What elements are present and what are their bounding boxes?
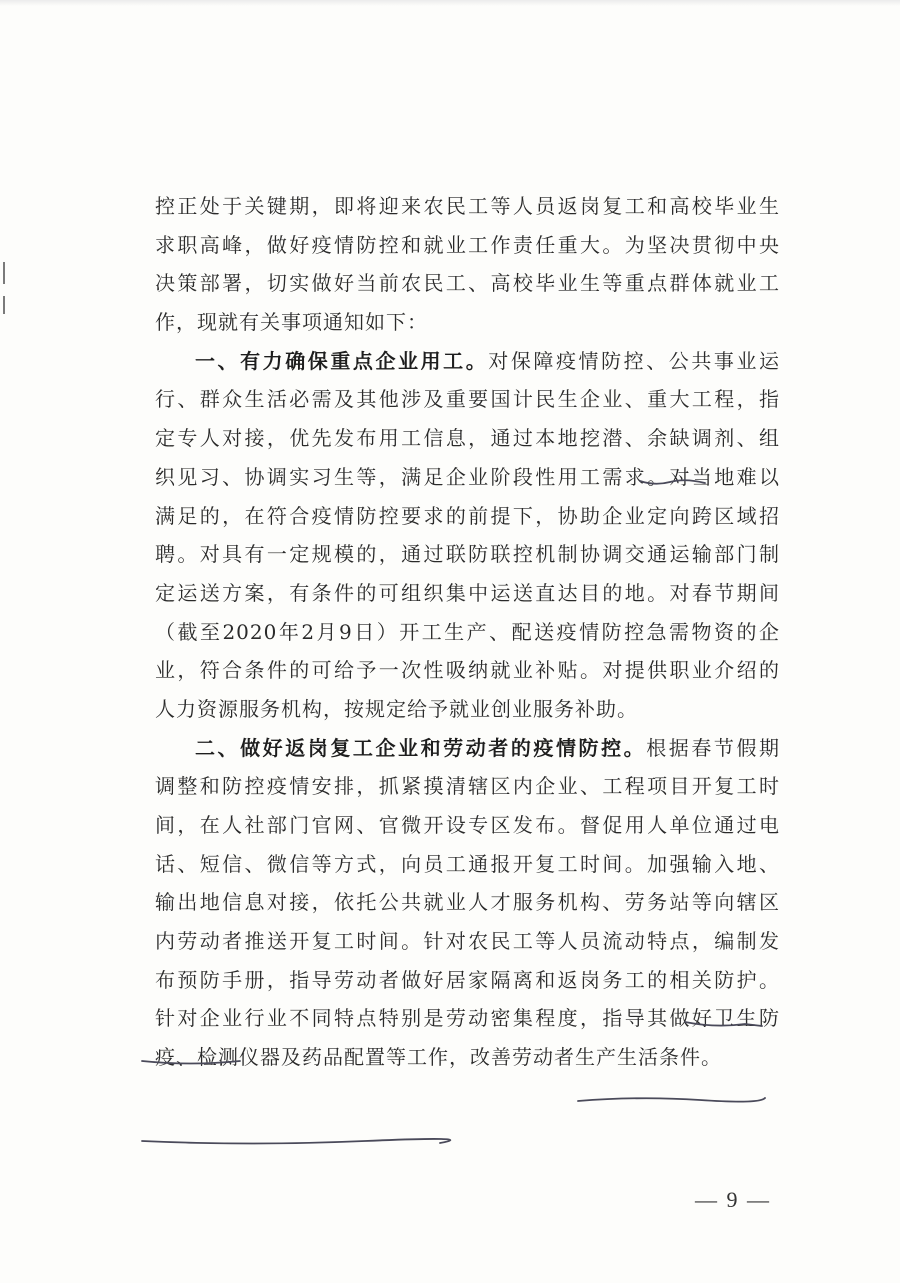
section-1-first-line [155, 342, 780, 381]
paragraph-line: 定专人对接，优先发布用工信息，通过本地挖潜、余缺调剂、组 [155, 426, 780, 451]
paragraph-line: 疫、检测仪器及药品配置等工作，改善劳动者生产生活条件。 [155, 1045, 722, 1070]
paragraph-line: 布预防手册，指导劳动者做好居家隔离和返岗务工的相关防护。 [155, 967, 780, 992]
paragraph-line: 间，在人社部门官网、官微开设专区发布。督促用人单位通过电 [155, 813, 780, 837]
paragraph-line: 输出地信息对接，依托公共就业人才服务机构、劳务站等向辖区 [155, 890, 780, 915]
scan-top-edge [0, 0, 900, 6]
section-1-first-line-text: 对保障疫情防控、公共事业运 [488, 348, 781, 373]
paragraph-line: 业，符合条件的可给予一次性吸纳就业补贴。对提供职业介绍的 [155, 658, 780, 683]
paragraph-line: 求职高峰，做好疫情防控和就业工作责任重大。为坚决贯彻中央 [155, 232, 780, 257]
scan-margin-mark [3, 262, 5, 284]
paragraph-line: 内劳动者推送开复工时间。针对农民工等人员流动特点，编制发 [155, 929, 780, 954]
paragraph-line: 决策部署，切实做好当前农民工、高校毕业生等重点群体就业工 [155, 271, 780, 296]
paragraph-line: 行、群众生活必需及其他涉及重要国计民生企业、重大工程，指 [155, 387, 780, 412]
paragraph-line: 满足的，在符合疫情防控要求的前提下，协助企业定向跨区域招 [155, 503, 780, 528]
paragraph-line: 控正处于关键期，即将迎来农民工等人员返岗复工和高校毕业生 [155, 194, 780, 218]
section-2-first-line-text: 根据春节假期 [646, 735, 781, 760]
paragraph-line: 定运送方案，有条件的可组织集中运送直达目的地。对春节期间 [155, 580, 780, 605]
paragraph-line: 人力资源服务机构，按规定给予就业创业服务补助。 [155, 696, 638, 721]
section-1-heading: 一、有力确保重点企业用工。 [195, 348, 489, 373]
body-text [155, 187, 780, 1077]
pen-underline-mark [142, 1139, 450, 1144]
paragraph-line: 作，现就有关事项通知如下： [155, 310, 428, 335]
pen-underline-mark [578, 1098, 765, 1102]
paragraph-line: 话、短信、微信等方式，向员工通报开复工时间。加强输入地、 [155, 851, 780, 876]
section-2-heading: 二、做好返岗复工企业和劳动者的疫情防控。 [195, 735, 647, 760]
paragraph-line: 针对企业行业不同特点特别是劳动密集程度，指导其做好卫生防 [155, 1006, 780, 1031]
scan-margin-mark [3, 296, 5, 314]
paragraph-line: 调整和防控疫情安排，抓紧摸清辖区内企业、工程项目开复工时 [155, 774, 780, 799]
page-number: — 9 — [695, 1187, 771, 1212]
paragraph-line: 织见习、协调实习生等，满足企业阶段性用工需求。对当地难以 [155, 464, 780, 489]
section-2-first-line [155, 729, 780, 768]
paragraph-line: 聘。对具有一定规模的，通过联防联控机制协调交通运输部门制 [155, 542, 780, 567]
paragraph-line: （截至2020年2月9日）开工生产、配送疫情防控急需物资的企 [155, 619, 780, 644]
